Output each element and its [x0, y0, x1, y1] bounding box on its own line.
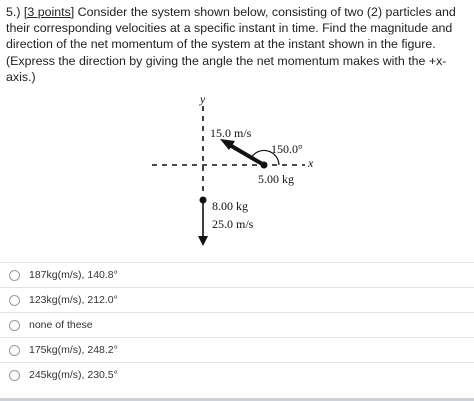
particle-2-mass: 8.00 kg: [212, 199, 248, 213]
particle-1-dot: [261, 162, 268, 169]
question-text: [6, 4, 468, 85]
answer-option-4[interactable]: [0, 338, 462, 362]
answer-label: 187kg(m/s), 140.8°: [29, 269, 118, 281]
radio-button[interactable]: [9, 270, 20, 281]
particle-1-mass: 5.00 kg: [258, 172, 294, 186]
answer-label: 245kg(m/s), 230.5°: [29, 369, 118, 381]
y-axis-label: y: [200, 92, 206, 106]
answer-option-2[interactable]: [0, 288, 462, 312]
question-number: 5.): [6, 5, 21, 19]
radio-button[interactable]: [9, 345, 20, 356]
answer-option-5[interactable]: [0, 363, 462, 387]
momentum-figure: [140, 92, 340, 252]
particle-1-angle: 150.0°: [271, 142, 303, 156]
answer-option-1[interactable]: [0, 263, 462, 287]
radio-button[interactable]: [9, 320, 20, 331]
radio-button[interactable]: [9, 370, 20, 381]
particle-2-arrowhead: [198, 236, 208, 246]
radio-button[interactable]: [9, 295, 20, 306]
answer-label: 123kg(m/s), 212.0°: [29, 294, 118, 306]
answer-label: none of these: [29, 319, 93, 331]
question-body: Consider the system shown below, consisting of two (2) particles and their corresponding velocities at a specific instant in time. Find the magnitude and direction of the net momentum of the system at the instant shown in the figure. (Express the direction by giving the angle the net momentum makes with the +x-axis.): [6, 5, 456, 84]
points-link[interactable]: [3 points]: [23, 5, 75, 19]
x-axis-label: x: [308, 156, 314, 170]
particle-1-speed: 15.0 m/s: [210, 126, 252, 140]
answer-label: 175kg(m/s), 248.2°: [29, 344, 118, 356]
particle-1-velocity-arrow: [228, 144, 264, 165]
particle-2-speed: 25.0 m/s: [212, 217, 254, 231]
answer-option-3[interactable]: [0, 313, 462, 337]
